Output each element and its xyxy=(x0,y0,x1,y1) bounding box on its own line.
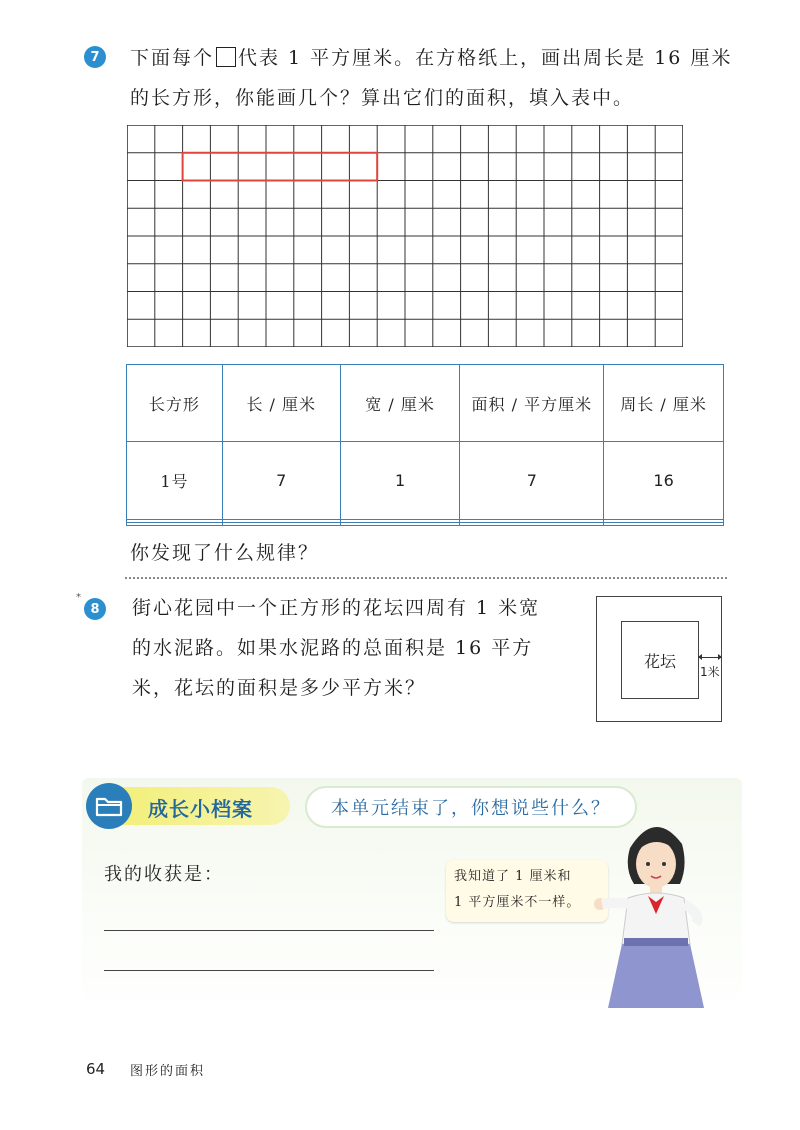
flowerbed-figure xyxy=(596,596,722,722)
q7-line1 xyxy=(130,40,732,76)
chapter-title: 图形的面积 xyxy=(130,1064,206,1079)
bubble-line: 1 平方厘米不一样。 xyxy=(454,895,581,910)
bubble-line: 我知道了 1 厘米和 xyxy=(454,869,572,884)
table-row xyxy=(127,442,724,519)
prompt-speech-box xyxy=(305,786,637,828)
table-cell: 7 xyxy=(222,442,340,519)
table-row xyxy=(127,522,724,525)
question-number: 7 xyxy=(90,49,100,65)
answer-line[interactable] xyxy=(104,930,434,931)
q8-line3: 米，花坛的面积是多少平方米？ xyxy=(132,677,427,699)
harvest-label: 我的收获是： xyxy=(104,864,224,885)
folder-glyph xyxy=(95,795,123,817)
question-number: 8 xyxy=(90,601,100,617)
unit-square-icon xyxy=(216,47,236,67)
q7-line1-part-a: 下面每个 xyxy=(130,47,215,69)
table-header: 面积 / 平方厘米 xyxy=(460,365,604,442)
flowerbed-square xyxy=(621,621,699,699)
section-divider xyxy=(125,577,727,579)
square-grid-paper xyxy=(127,125,683,347)
girl-student-illustration xyxy=(590,812,720,1012)
path-width-label: 1米 xyxy=(700,665,720,679)
table-cell: 7 xyxy=(460,442,604,519)
answer-line[interactable] xyxy=(104,970,434,971)
table-cell[interactable] xyxy=(460,522,604,525)
growth-title: 成长小档案 xyxy=(148,797,253,821)
q7-line1-part-b: 代表 1 平方厘米。在方格纸上，画出周长是 16 厘米 xyxy=(238,47,733,69)
table-header: 长 / 厘米 xyxy=(222,365,340,442)
growth-title-tag xyxy=(118,787,290,825)
question-number-badge xyxy=(84,598,106,620)
page-number: 64 xyxy=(86,1060,106,1078)
flowerbed-label: 花坛 xyxy=(643,651,676,671)
table-cell[interactable] xyxy=(127,522,223,525)
optional-star-icon: * xyxy=(76,592,81,603)
folder-icon xyxy=(86,783,132,829)
table-cell: 16 xyxy=(604,442,724,519)
table-cell[interactable] xyxy=(222,522,340,525)
table-header: 周长 / 厘米 xyxy=(604,365,724,442)
prompt-text: 本单元结束了，你想说些什么？ xyxy=(331,798,611,819)
q7-question: 你发现了什么规律？ xyxy=(130,542,320,564)
q8-line2: 的水泥路。如果水泥路的总面积是 16 平方 xyxy=(132,637,534,659)
rectangle-table xyxy=(126,364,724,526)
table-cell[interactable] xyxy=(604,522,724,525)
double-arrow-icon xyxy=(699,657,721,658)
table-cell: 1 xyxy=(340,442,460,519)
girl-speech-bubble xyxy=(446,860,608,922)
table-cell: 1号 xyxy=(127,442,223,519)
q8-line1: 街心花园中一个正方形的花坛四周有 1 米宽 xyxy=(132,597,541,619)
table-header: 长方形 xyxy=(127,365,223,442)
table-header-row xyxy=(127,365,724,442)
question-number-badge xyxy=(84,46,106,68)
example-rectangle xyxy=(183,153,378,181)
table-cell[interactable] xyxy=(340,522,460,525)
table-header: 宽 / 厘米 xyxy=(340,365,460,442)
q7-line2: 的长方形，你能画几个？算出它们的面积，填入表中。 xyxy=(130,87,635,109)
